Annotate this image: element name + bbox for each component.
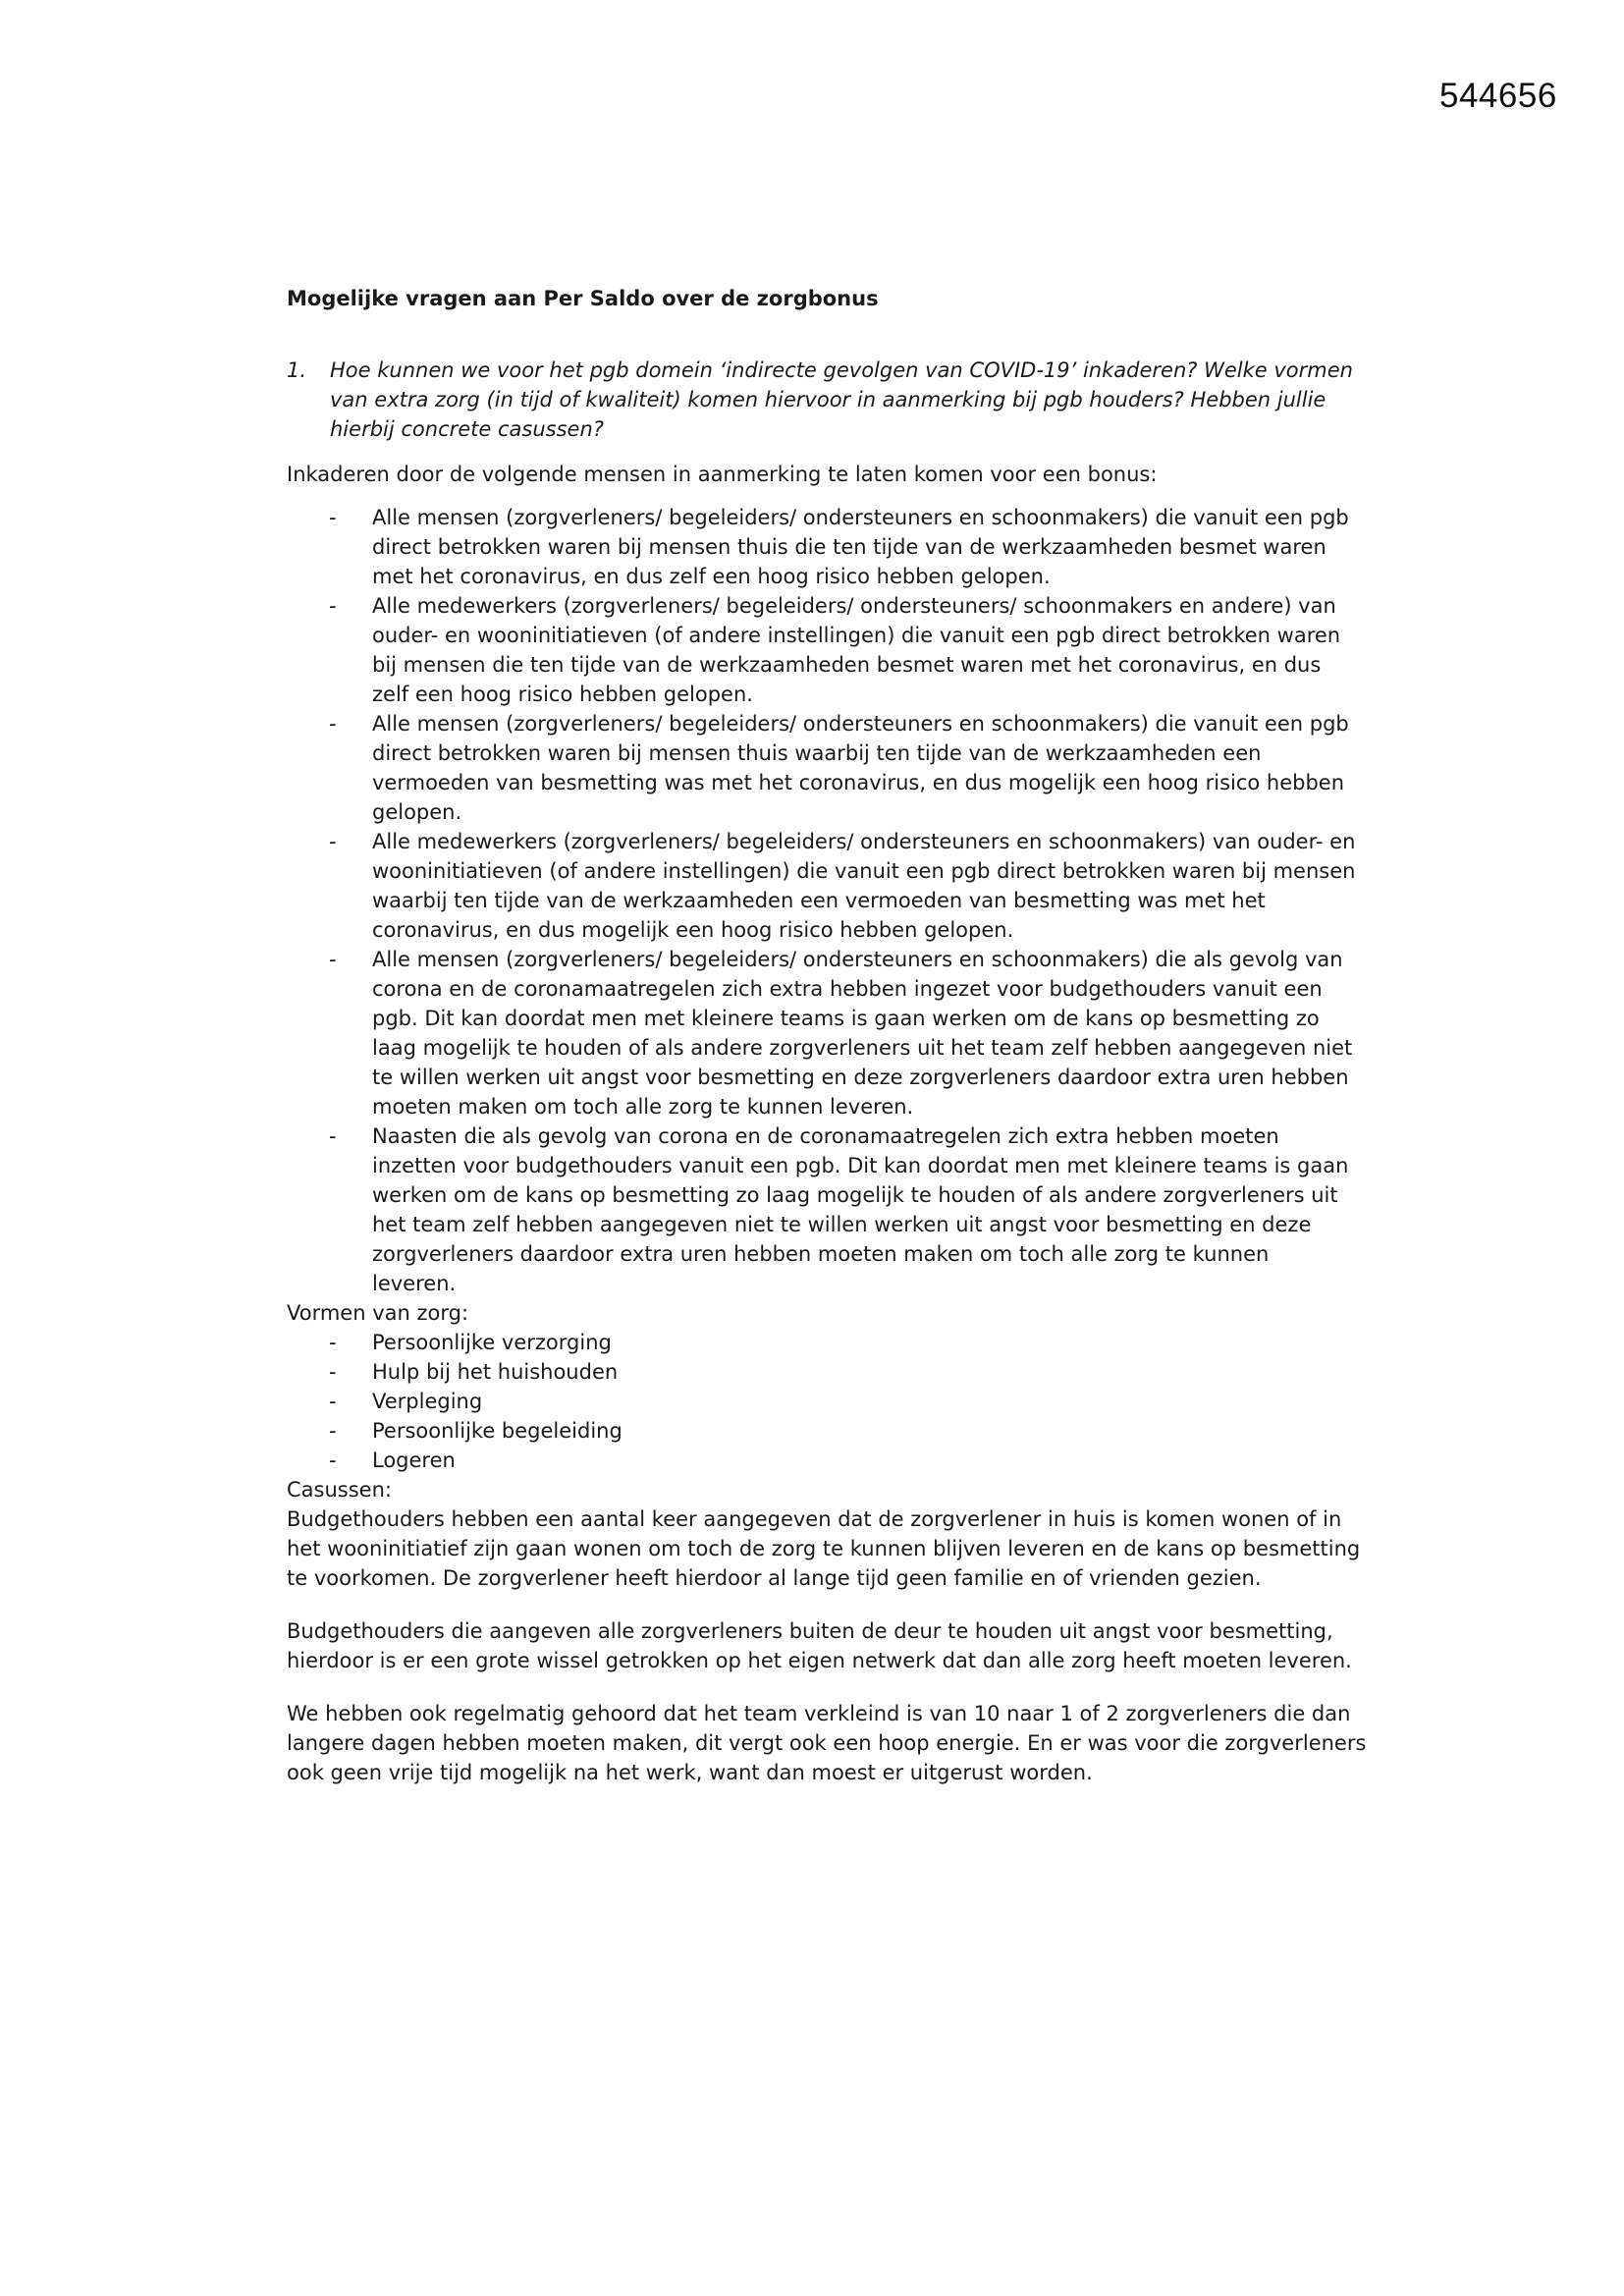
- dash-bullet: -: [329, 948, 337, 971]
- criteria-item: [287, 709, 1357, 827]
- question-number: 1.: [287, 358, 307, 382]
- forms-list: [287, 1328, 1367, 1475]
- criteria-item: [287, 591, 1357, 709]
- dash-bullet: -: [329, 1419, 337, 1443]
- document-number: 544656: [1439, 77, 1557, 115]
- dash-bullet: -: [329, 1124, 337, 1148]
- forms-item-text: Persoonlijke begeleiding: [372, 1419, 623, 1443]
- criteria-item: [287, 945, 1357, 1121]
- forms-item-text: Persoonlijke verzorging: [372, 1331, 612, 1354]
- cases-heading: Casussen:: [287, 1478, 392, 1502]
- dash-bullet: -: [329, 1449, 337, 1472]
- criteria-item-text: Naasten die als gevolg van corona en de coronamaatregelen zich extra hebben moeten inzetten voor budgethouders vanuit een pgb. Dit kan doordat men met kleinere teams is gaan werken om de kans op besmetting zo laag mogelijk te houden of als andere zorgverleners uit het team zelf hebben aangegeven niet te willen werken uit angst voor besmetting en deze zorgverleners daardoor extra uren hebben moeten maken om toch alle zorg te kunnen leveren.: [372, 1124, 1349, 1295]
- forms-item: [287, 1446, 1367, 1475]
- forms-item: [287, 1387, 1367, 1416]
- dash-bullet: -: [329, 594, 337, 618]
- question-text: Hoe kunnen we voor het pgb domein ‘indirecte gevolgen van COVID-19’ inkaderen? Welke vormen van extra zorg (in tijd of kwaliteit) komen hiervoor in aanmerking bij pgb houders? Hebben jullie hierbij concrete casussen?: [330, 358, 1353, 441]
- case-paragraph: Budgethouders hebben een aantal keer aangegeven dat de zorgverlener in huis is komen wonen of in het wooninitiatief zijn gaan wonen om toch de zorg te kunnen blijven leveren en de kans op besmetting te voorkomen. De zorgverlener heeft hierdoor al lange tijd geen familie en of vrienden gezien.: [287, 1507, 1361, 1590]
- forms-item-text: Verpleging: [372, 1390, 483, 1413]
- forms-item: [287, 1416, 1367, 1446]
- criteria-item-text: Alle mensen (zorgverleners/ begeleiders/ ondersteuners en schoonmakers) die als gevolg van corona en de coronamaatregelen zich extra hebben ingezet voor budgethouders vanuit een pgb. Dit kan doordat men met kleinere teams is gaan werken om de kans op besmetting zo laag mogelijk te houden of als andere zorgverleners uit het team zelf hebben aangegeven niet te willen werken uit angst voor besmetting en deze zorgverleners daardoor extra uren hebben moeten maken om toch alle zorg te kunnen leveren.: [372, 948, 1353, 1119]
- criteria-item-text: Alle medewerkers (zorgverleners/ begeleiders/ ondersteuners/ schoonmakers en andere) van ouder- en wooninitiatieven (of andere instellingen) die vanuit een pgb direct betrokken waren bij mensen die ten tijde van de werkzaamheden besmet waren met het coronavirus, en dus zelf een hoog risico hebben gelopen.: [372, 594, 1341, 706]
- question-1: [287, 355, 1367, 444]
- document-title: Mogelijke vragen aan Per Saldo over de zorgbonus: [287, 287, 879, 310]
- dash-bullet: -: [329, 1360, 337, 1384]
- criteria-item-text: Alle medewerkers (zorgverleners/ begeleiders/ ondersteuners en schoonmakers) van ouder- en wooninitiatieven (of andere instellingen) die vanuit een pgb direct betrokken waren bij mensen waarbij ten tijde van de werkzaamheden een vermoeden van besmetting was met het coronavirus, en dus mogelijk een hoog risico hebben gelopen.: [372, 830, 1356, 942]
- dash-bullet: -: [329, 1390, 337, 1413]
- criteria-item: [287, 1121, 1357, 1298]
- dash-bullet: -: [329, 830, 337, 853]
- case-paragraph: Budgethouders die aangeven alle zorgverleners buiten de deur te houden uit angst voor besmetting, hierdoor is er een grote wissel getrokken op het eigen netwerk dat dan alle zorg heeft moeten leveren.: [287, 1619, 1352, 1672]
- forms-item: [287, 1328, 1367, 1357]
- dash-bullet: -: [329, 712, 337, 736]
- criteria-item-text: Alle mensen (zorgverleners/ begeleiders/ ondersteuners en schoonmakers) die vanuit een pgb direct betrokken waren bij mensen thuis die ten tijde van de werkzaamheden besmet waren met het coronavirus, en dus zelf een hoog risico hebben gelopen.: [372, 506, 1349, 588]
- intro-text: Inkaderen door de volgende mensen in aanmerking te laten komen voor een bonus:: [287, 463, 1158, 486]
- forms-item-text: Hulp bij het huishouden: [372, 1360, 619, 1384]
- criteria-item-text: Alle mensen (zorgverleners/ begeleiders/ ondersteuners en schoonmakers) die vanuit een pgb direct betrokken waren bij mensen thuis waarbij ten tijde van de werkzaamheden een vermoeden van besmetting was met het coronavirus, en dus mogelijk een hoog risico hebben gelopen.: [372, 712, 1349, 824]
- case-paragraph: We hebben ook regelmatig gehoord dat het team verkleind is van 10 naar 1 of 2 zorgverleners die dan langere dagen hebben moeten maken, dit vergt ook een hoop energie. En er was voor die zorgverleners ook geen vrije tijd mogelijk na het werk, want dan moest er uitgerust worden.: [287, 1702, 1367, 1784]
- forms-item: [287, 1357, 1367, 1387]
- criteria-list: [287, 503, 1367, 1298]
- criteria-item: [287, 503, 1357, 591]
- document-body: [287, 284, 1367, 1811]
- forms-heading: Vormen van zorg:: [287, 1301, 469, 1325]
- dash-bullet: -: [329, 1331, 337, 1354]
- forms-item-text: Logeren: [372, 1449, 456, 1472]
- criteria-item: [287, 827, 1357, 945]
- dash-bullet: -: [329, 506, 337, 529]
